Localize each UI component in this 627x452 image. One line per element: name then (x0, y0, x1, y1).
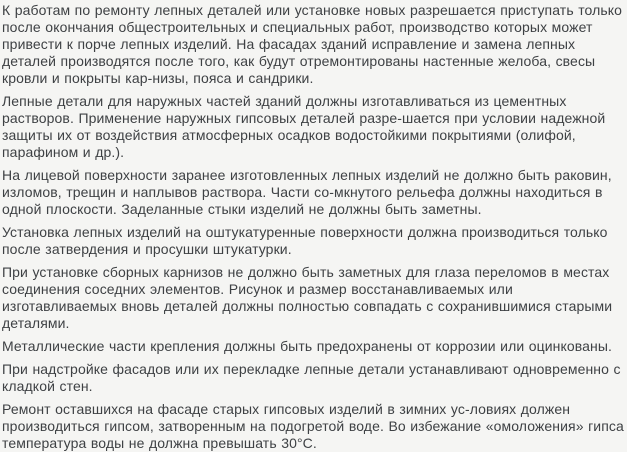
paragraph: Ремонт оставшихся на фасаде старых гипсовых изделий в зимних ус-ловиях должен производиться гипсом, затворенным на подогретой воде. Во избежание «омоложения» гипса температура воды не должна превышать 30°С. (2, 401, 624, 451)
paragraph: Установка лепных изделий на оштукатуренные поверхности должна производиться только после затвердения и просушки штукатурки. (2, 224, 608, 257)
paragraph: При установке сборных карнизов не должно быть заметных для глаза переломов в местах соединения соседних элементов. Рисунок и размер восстанавливаемых или изготавливаемых вновь деталей должны полностью совпадать с сохранившимися старыми деталями. (2, 264, 613, 331)
paragraph: На лицевой поверхности заранее изготовленных лепных изделий не должно быть раковин, изломов, трещин и наплывов раствора. Части со-мкнутого рельефа должны находиться в одной плоскости. Заделанные стыки изделий не должны быть заметны. (2, 167, 612, 217)
paragraph: К работам по ремонту лепных деталей или установке новых разрешается приступать только после окончания общестроительных и специальных работ, производство которых может привести к порче лепных изделий. На фасадах зданий исправление и замена лепных деталей производятся после того, как будут отремонтированы настенные желоба, свесы кровли и покрыты кар-низы, пояса и сандрики. (2, 2, 623, 86)
paragraph: Лепные детали для наружных частей зданий должны изготавливаться из цементных растворов. Применение наружных гипсовых деталей разре-шается при условии надежной защиты их от воздействия атмосферных осадков водостойкими покрытиями (олифой, парафином и др.). (2, 93, 606, 160)
paragraph: Металлические части крепления должны быть предохранены от коррозии или оцинкованы. (2, 338, 613, 354)
paragraph: При надстройке фасадов или их перекладке лепные детали устанавливают одновременно с кладкой стен. (2, 361, 621, 394)
